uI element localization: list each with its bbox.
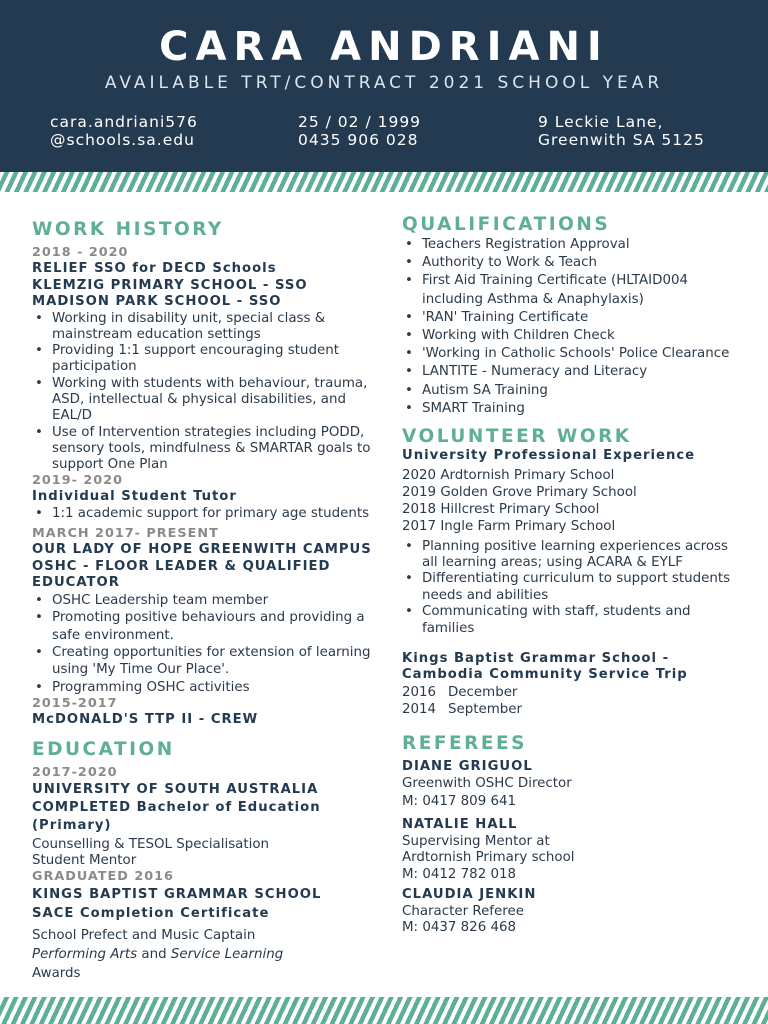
education-qualification: SACE Completion Certificate	[32, 906, 270, 922]
job-bullet: • Promoting positive behaviours and providing a safe environment.	[32, 609, 372, 644]
job-bullets	[32, 592, 372, 696]
phone-number: 0435 906 028	[298, 131, 419, 149]
job-bullet: • Working with students with behaviour, trauma, ASD, intellectual & physical disabilities, and EAL/D	[32, 376, 372, 425]
trip-year: 2014	[402, 702, 437, 718]
education-qualification: COMPLETED Bachelor of Education (Primary)	[32, 799, 321, 833]
qualification-item: • SMART Training	[402, 400, 742, 418]
qualifications-list	[402, 236, 742, 418]
referee-name: DIANE GRIGUOL	[402, 758, 533, 774]
job-date: MARCH 2017- PRESENT	[32, 526, 219, 542]
education-detail: Awards	[32, 966, 81, 982]
education-date: GRADUATED 2016	[32, 869, 174, 885]
address-line-1: 9 Leckie Lane,	[538, 113, 664, 131]
trip-year: 2016	[402, 684, 437, 700]
placement-item: 2017 Ingle Farm Primary School	[402, 518, 616, 534]
volunteer-bullet: • Communicating with staff, students and families	[402, 604, 742, 637]
volunteer-bullet: • Differentiating curriculum to support students needs and abilities	[402, 571, 742, 604]
qualification-item: • First Aid Training Certificate (HLTAID004 including Asthma & Anaphylaxis)	[402, 272, 742, 308]
job-bullet: • 1:1 academic support for primary age students	[32, 506, 372, 522]
availability-subtitle: AVAILABLE TRT/CONTRACT 2021 SCHOOL YEAR	[104, 73, 664, 93]
volunteer-title: VOLUNTEER WORK	[402, 426, 632, 448]
job-bullet: • Providing 1:1 support encouraging student participation	[32, 343, 372, 376]
email-line-2: @schools.sa.edu	[50, 131, 195, 149]
decorative-stripe-top	[0, 172, 768, 192]
qualification-item: • 'Working in Catholic Schools' Police Clearance	[402, 345, 742, 363]
education-title: EDUCATION	[32, 738, 175, 760]
referee-name: NATALIE HALL	[402, 817, 518, 833]
referee-phone: M: 0412 782 018	[402, 866, 517, 882]
job-org: RELIEF SSO for DECD Schools	[32, 261, 277, 276]
contact-email	[50, 113, 198, 149]
job-org: McDONALD'S TTP II - CREW	[32, 712, 259, 728]
job-bullets	[32, 506, 372, 522]
education-date: 2017-2020	[32, 764, 118, 780]
date-of-birth: 25 / 02 / 1999	[298, 113, 422, 131]
job-bullet: • Use of Intervention strategies including PODD, sensory tools, mindfulness & SMARTAR goals to support One Plan	[32, 425, 372, 474]
job-org: KLEMZIG PRIMARY SCHOOL - SSO	[32, 277, 308, 293]
address-line-2: Greenwith SA 5125	[538, 131, 705, 149]
job-org: OUR LADY OF HOPE GREENWITH CAMPUS OSHC - FLOOR LEADER & QUALIFIED EDUCATOR	[32, 542, 372, 591]
job-org: MADISON PARK SCHOOL - SSO	[32, 294, 282, 309]
education-awards	[32, 945, 372, 964]
job-bullet: • OSHC Leadership team member	[32, 592, 372, 609]
volunteer-bullet: • Planning positive learning experiences across all learning areas; using ACARA & EYLF	[402, 539, 742, 572]
left-column	[32, 214, 372, 983]
qualification-item: • Authority to Work & Teach	[402, 254, 742, 272]
job-date: 2018 - 2020	[32, 245, 129, 260]
qualification-item: • 'RAN' Training Certificate	[402, 309, 742, 327]
trip-month: December	[448, 684, 518, 700]
work-history-title: WORK HISTORY	[32, 219, 224, 240]
volunteer-heading: University Professional Experience	[402, 448, 696, 464]
qualification-item: • LANTITE - Numeracy and Literacy	[402, 363, 742, 381]
award-joiner: and	[137, 947, 171, 963]
qualification-item: • Autism SA Training	[402, 382, 742, 400]
contact-address	[538, 113, 705, 149]
job-org: Individual Student Tutor	[32, 489, 237, 505]
volunteer-bullets	[402, 539, 742, 637]
contact-dob-phone	[298, 113, 421, 149]
placement-item: 2019 Golden Grove Primary School	[402, 484, 637, 500]
email-line-1: cara.andriani576	[50, 113, 198, 131]
placement-item: 2020 Ardtornish Primary School	[402, 467, 615, 483]
job-bullet: • Programming OSHC activities	[32, 679, 372, 696]
header	[0, 0, 768, 172]
job-date: 2015-2017	[32, 696, 118, 712]
education-detail: Student Mentor	[32, 853, 137, 868]
qualification-item: • Working with Children Check	[402, 327, 742, 345]
job-date: 2019- 2020	[32, 473, 123, 489]
referee-role: Character Referee	[402, 903, 524, 919]
qualification-item: • Teachers Registration Approval	[402, 236, 742, 254]
referee-phone: M: 0417 809 641	[402, 794, 517, 810]
placement-item: 2018 Hillcrest Primary School	[402, 501, 600, 517]
qualifications-title: QUALIFICATIONS	[402, 214, 611, 235]
referee-phone: M: 0437 826 468	[402, 920, 517, 936]
candidate-name: CARA ANDRIANI	[159, 24, 609, 70]
education-detail: Counselling & TESOL Specialisation	[32, 836, 270, 852]
referee-name: CLAUDIA JENKIN	[402, 887, 537, 903]
education-institution: UNIVERSITY OF SOUTH AUSTRALIA	[32, 781, 319, 797]
job-bullets	[32, 311, 372, 474]
referees-title: REFEREES	[402, 732, 528, 754]
award-performing-arts: Performing Arts	[32, 947, 138, 963]
referee-role: Supervising Mentor at Ardtornish Primary school	[402, 833, 575, 866]
right-column	[402, 214, 742, 937]
volunteer-heading: Kings Baptist Grammar School - Cambodia Community Service Trip	[402, 650, 688, 683]
trip-item	[402, 701, 742, 719]
trip-month: September	[448, 702, 523, 718]
job-bullet: • Creating opportunities for extension of learning using 'My Time Our Place'.	[32, 644, 372, 679]
decorative-stripe-bottom	[0, 997, 768, 1024]
education-institution: KINGS BAPTIST GRAMMAR SCHOOL	[32, 887, 322, 903]
award-service-learning: Service Learning	[170, 947, 284, 963]
job-bullet: • Working in disability unit, special class & mainstream education settings	[32, 311, 372, 344]
trip-item	[402, 684, 742, 702]
education-detail: School Prefect and Music Captain	[32, 928, 256, 944]
referee-role: Greenwith OSHC Director	[402, 776, 572, 792]
